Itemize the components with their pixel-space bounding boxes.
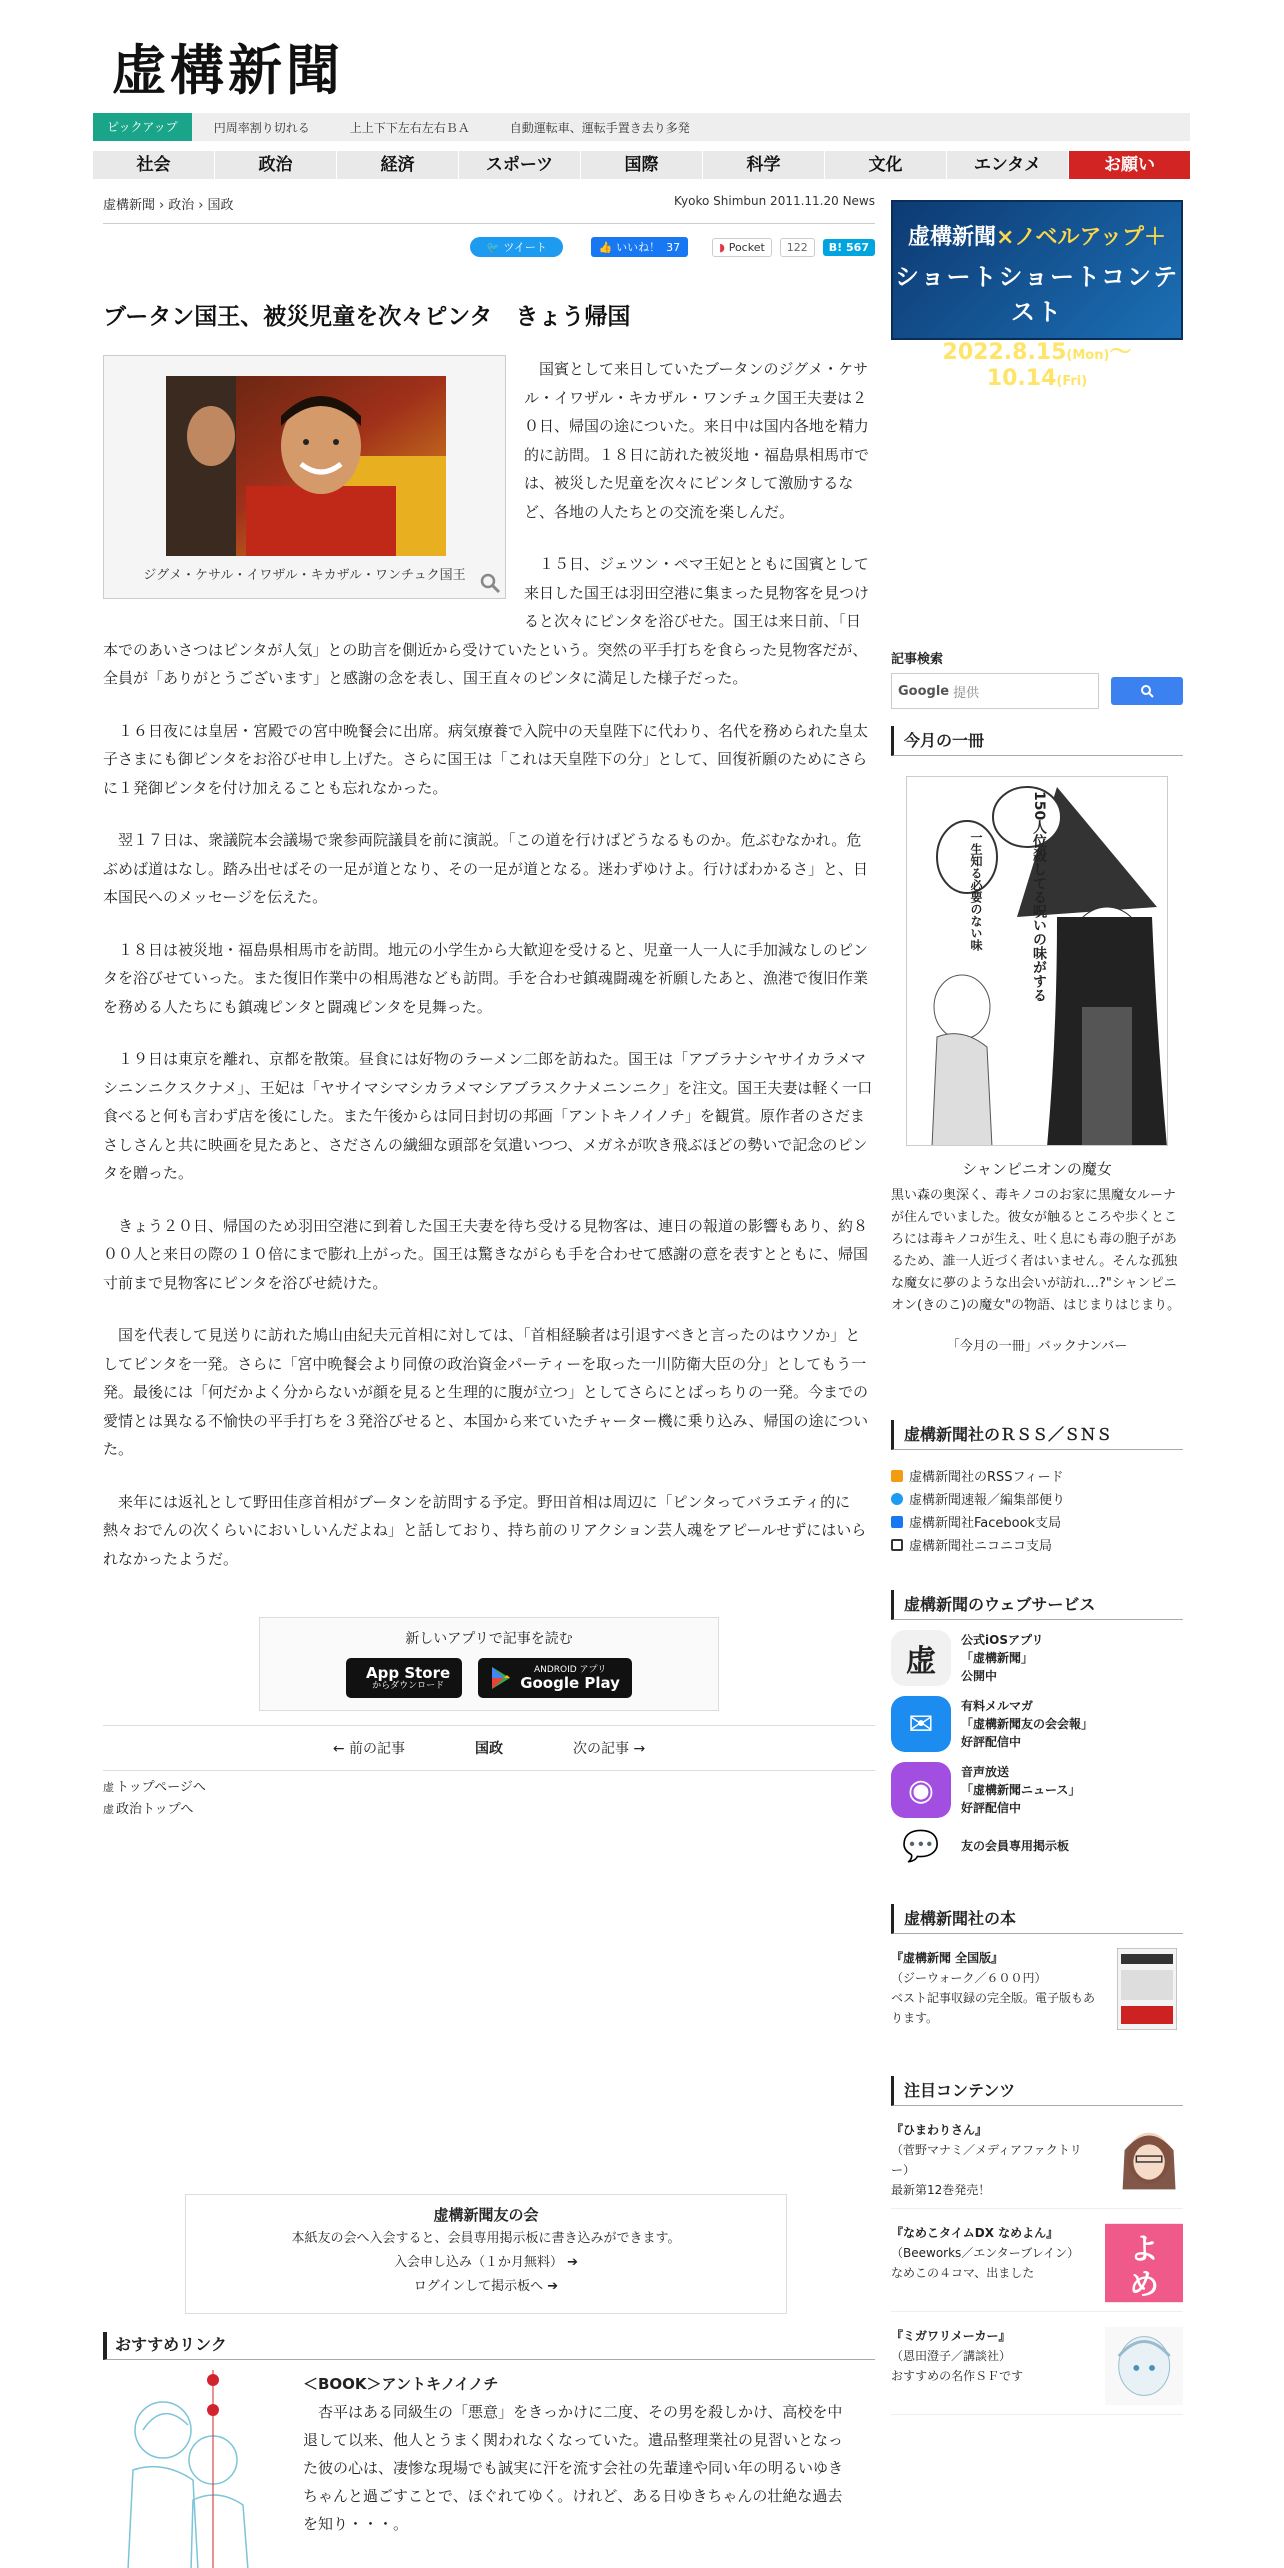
members-box <box>185 2194 787 2314</box>
nav-item-culture[interactable]: 文化 <box>825 151 947 179</box>
byline: Kyoko Shimbun 2011.11.20 News <box>674 194 875 208</box>
nav-item-politics[interactable]: 政治 <box>215 151 337 179</box>
share-bar <box>103 236 875 258</box>
arrow-right-icon: ➔ <box>547 2279 559 2294</box>
join-link[interactable]: 入会申し込み（１か月無料） <box>393 2255 563 2270</box>
like-count: 37 <box>666 241 681 254</box>
recommended-links <box>103 2332 875 2568</box>
like-label: いいね！ <box>616 241 661 254</box>
featured-item[interactable] <box>891 2120 1183 2209</box>
search-placeholder: 提供 <box>953 685 980 701</box>
banner-start-day: (Mon) <box>1066 348 1110 363</box>
breadcrumb: 虚構新聞 › 政治 › 国政 <box>103 198 234 213</box>
featured-desc: なめこの４コマ、出ました <box>891 2266 1035 2280</box>
members-desc: 本紙友の会へ入会すると、会員専用掲示板に書き込みができます。 <box>291 2231 681 2246</box>
login-link[interactable]: ログインして掲示板へ <box>413 2279 544 2294</box>
facebook-icon <box>891 1516 903 1528</box>
twitter-bird-icon: 🐦 <box>486 241 504 254</box>
breadcrumb-national[interactable]: 国政 <box>207 198 234 213</box>
google-play-sublabel: ANDROID アプリ <box>533 1665 607 1675</box>
rss-item[interactable] <box>891 1466 1183 1489</box>
app-store-label: App Store <box>366 1664 451 1682</box>
article-body <box>103 355 875 1597</box>
featured-title: 『なめこタイムDX なめよん』 <box>891 2226 1059 2240</box>
members-title: 虚構新聞友の会 <box>433 2206 539 2224</box>
hatena-bookmark-button[interactable] <box>823 239 875 256</box>
banner-brand: 虚構新聞 <box>907 225 996 250</box>
company-book-publisher: （ジーウォーク／６００円） <box>891 1971 1047 1985</box>
recommended-heading: おすすめリンク <box>103 2332 875 2360</box>
service-label: 公式iOSアプリ <box>961 1633 1044 1647</box>
service-status: 好評配信中 <box>961 1801 1022 1815</box>
hatena-label: B! <box>828 240 843 254</box>
rss-icon <box>891 1470 903 1482</box>
prev-article-link[interactable]: ← 前の記事 <box>332 1741 405 1757</box>
featured-heading: 注目コンテンツ <box>891 2076 1183 2106</box>
kyo-app-icon: 虚 <box>891 1630 951 1686</box>
recommended-book-text: 杏平はある同級生の「悪意」をきっかけに二度、その男を殺しかけ、高校を中退して以来、他人とうまく関われなくなっていた。遺品整理業社の見習いとなった彼の心は、凄惨な現場でも誠実に汗を流す会社の先輩達や同い年の明るいゆきちゃんと過ごすことで、ほぐれてゆく。けれど、ある日ゆきちゃんの壮絶な過去を知り・・・。 <box>303 2403 844 2533</box>
breadcrumb-home[interactable]: 虚構新聞 <box>103 198 156 213</box>
pickup-tag: ピックアップ <box>93 113 192 141</box>
article-paragraph: １５日、ジェツン・ペマ王妃とともに国賓として来日した国王は羽田空港に集まった見物客を見つけると次々にピンタを浴びせた。国王は来日前、「日本でのあいさつはピンタが人気」との助言を側近から受けていたという。突然の平手打ちを食らった見物客だが、全員が「ありがとうございます」と感謝の念を表し、国王直々のピンタに満足した様子だった。 <box>103 555 870 687</box>
kyo-mark-icon: 虚 <box>103 1803 114 1816</box>
search-input[interactable] <box>891 673 1099 709</box>
article-paragraph: きょう２０日、帰国のため羽田空港に到着した国王夫妻を待ち受ける見物客は、連日の報道の影響もあり、約８００人と来日の際の１０倍にまで膨れ上がった。国王は驚きながらも手を合わせて感謝の意を表すとともに、帰国寸前まで見物客にピンタを浴びせ続けた。 <box>103 1216 869 1292</box>
site-search <box>891 648 1183 709</box>
niconico-icon <box>891 1539 903 1551</box>
article-paragraph: １６日夜には皇居・宮殿での宮中晩餐会に出席。病気療養で入院中の天皇陛下に代わり、名代を務められた皇太子さまにも御ピンタをお浴びせ申し上げた。さらに国王は「これは天皇陛下の分」として、回復祈願のためにさらに１発御ピンタを付け加えることも忘れなかった。 <box>103 721 869 797</box>
service-name: 「虚構新聞友の会会報」 <box>961 1717 1094 1731</box>
search-label: 記事検索 <box>891 652 944 667</box>
app-promo-label: 新しいアプリで記事を読む <box>405 1631 573 1647</box>
article-paragraph: 来年には返礼として野田佳彦首相がブータンを訪問する予定。野田首相は周辺に「ピンタってバラエティ的に熱々おでんの次くらいにおいしいんだよね」と話しており、持ち前のリアクション芸人魂をアピールせずにはいられなかったようだ。 <box>103 1492 867 1568</box>
search-button[interactable] <box>1111 677 1183 705</box>
google-play-icon <box>490 1666 512 1690</box>
pocket-button[interactable] <box>712 238 772 257</box>
kyo-mark-icon: 虚 <box>103 1781 114 1794</box>
king-photo[interactable] <box>166 376 446 556</box>
company-book-desc: ベスト記事収録の完全版。電子版もあります。 <box>891 1991 1096 2025</box>
article-paragraph: １９日は東京を離れ、京都を散策。昼食には好物のラーメン二郎を訪ねた。国王は「アブラナシヤサイカラメマシニンニクスクナメ」、王妃は「ヤサイマシマシカラメマシアブラスクナメニンニク」を注文。国王夫妻は軽く一口食べると何も言わず店を後にした。また午後からは同日封切の邦画「アントキノイノチ」を観賞。原作者のさだまさしさんと共に映画を見たあと、さださんの繊細な頭部を気遣いつつ、メガネが吹き飛ぶほどの勢いで記念のピンタを贈った。 <box>103 1050 873 1182</box>
twitter-icon <box>891 1493 903 1505</box>
app-store-badge[interactable] <box>346 1658 462 1698</box>
manga-bubble-text: 150人位殺してる呪いの味がする <box>1031 791 1047 1003</box>
figure-caption: ジグメ・ケサル・イワザル・キカザル・ワンチュク国王 <box>143 567 466 583</box>
nav-item-entertainment[interactable]: エンタメ <box>947 151 1069 179</box>
rss-item-label: 虚構新聞社ニコニコ支局 <box>909 1539 1053 1554</box>
mail-icon: ✉ <box>891 1696 951 1752</box>
nav-item-international[interactable]: 国際 <box>581 151 703 179</box>
banner-contest-name: ショートショートコンテスト <box>894 263 1180 326</box>
rss-item-label: 虚構新聞速報／編集部便り <box>909 1493 1066 1508</box>
nav-item-society[interactable]: 社会 <box>93 151 215 179</box>
next-article-link[interactable]: 次の記事 → <box>573 1741 646 1757</box>
nav-item-request[interactable]: お願い <box>1069 151 1190 179</box>
politics-top-link[interactable]: 政治トップへ <box>116 1802 194 1817</box>
pickup-link[interactable]: 自動運転車、運転手置き去り多発 <box>509 120 690 135</box>
featured-contents <box>891 2076 1183 2415</box>
article-paragraph: 国賓として来日していたブータンのジグメ・ケサル・イワザル・キカザル・ワンチュク国王夫妻は２０日、帰国の途についた。来日中は国内各地を精力的に訪問。１８日に訪れた被災地・福島県相馬市では、被災した児童を次々にピンタして激励するなど、各地の人たちとの交流を楽しんだ。 <box>524 360 870 521</box>
app-promo <box>259 1617 719 1711</box>
service-label: 有料メルマガ <box>961 1699 1034 1713</box>
book-cover-image <box>1117 1948 1177 2030</box>
main-nav <box>93 151 1190 179</box>
google-play-label: Google Play <box>520 1674 620 1692</box>
service-name: 「虚構新聞」 <box>961 1651 1034 1665</box>
featured-item[interactable] <box>891 2223 1183 2312</box>
banner-partner: ×ノベルアップ＋ <box>996 225 1167 250</box>
rss-item-label: 虚構新聞社のRSSフィード <box>909 1470 1064 1485</box>
company-books <box>891 1904 1183 2030</box>
site-logo[interactable]: 虚構新聞 <box>112 38 344 102</box>
article-figure <box>103 355 506 599</box>
google-play-badge[interactable] <box>478 1658 632 1698</box>
article-title: ブータン国王、被災児童を次々ピンタ きょう帰国 <box>103 304 631 330</box>
article-paragraph: 翌１７日は、衆議院本会議場で衆参両院議員を前に演説。「この道を行けばどうなるものか。危ぶむなかれ。危ぶめば道はなし。踏み出せばその一足が道となり、その一足が道となる。迷わずゆけよ。行けばわかるさ」と、日本国民へのメッセージを伝えた。 <box>103 831 869 906</box>
featured-publisher: （恩田澄子／講談社） <box>891 2349 1012 2363</box>
article-paragraph: 国を代表して見送りに訪れた鳩山由紀夫元首相に対しては、「首相経験者は引退すべきと言ったのはウソか」としてピンタを一発。さらに「宮中晩餐会より同僚の政治資金パーティーを取った一川防衛大臣の分」としてもう一発。最後には「何だかよく分からないが顔を見ると生理的に腹が立つ」としてさらにとばっちりの一発。今までの愛情とは異なる不愉快の平手打ちを３発浴びせると、本国から来ていたチャーター機に乗り込み、帰国の途についた。 <box>103 1326 869 1458</box>
featured-cover-image <box>1105 2326 1183 2406</box>
rss-sns <box>891 1420 1183 1558</box>
pickup-bar <box>93 113 1190 141</box>
featured-publisher: （菅野マナミ／メディアファクトリー） <box>891 2143 1082 2177</box>
web-services-heading: 虚構新聞のウェブサービス <box>891 1590 1183 1620</box>
book-description: 黒い森の奥深く、毒キノコのお家に黒魔女ルーナが住んでいました。彼女が触るところや歩くところには毒キノコが生え、吐く息にも毒の胞子があるため、誰一人近づく者はいません。そんな孤独な魔女に夢のような出会いが訪れ…?"シャンピニオン(きのこ)の魔女"の物語、はじまりはじまり。 <box>891 1188 1181 1313</box>
nav-item-sports[interactable]: スポーツ <box>459 151 581 179</box>
bottom-links <box>103 1777 875 1821</box>
like-button[interactable] <box>591 237 688 257</box>
breadcrumb-politics[interactable]: 政治 <box>168 198 195 213</box>
podcast-icon: ◉ <box>891 1762 951 1818</box>
banner-end-day: (Fri) <box>1056 374 1088 389</box>
search-icon <box>1140 684 1154 698</box>
thumbs-up-icon: 👍 <box>598 241 617 254</box>
google-label: Google <box>898 683 950 699</box>
current-category: 国政 <box>475 1741 503 1757</box>
article-paragraph: １８日は被災地・福島県相馬市を訪問。地元の小学生から大歓迎を受けると、児童一人一人に手加減なしのピンタを浴びせていった。また復旧作業中の相馬港なども訪問。手を合わせ鎮魂闘魂を祈願したあと、漁港で復旧作業を務める人たちにも鎮魂ピンタと闘魂ピンタを見舞った。 <box>103 940 869 1016</box>
svg-text:よ: よ <box>1129 2232 1159 2267</box>
pocket-count: 122 <box>780 238 815 257</box>
app-store-sublabel: からダウンロード <box>372 1681 445 1691</box>
backnumber-link[interactable]: 「今月の一冊」バックナンバー <box>946 1339 1128 1354</box>
featured-title: 『ひまわりさん』 <box>891 2123 988 2137</box>
service-podcast[interactable] <box>891 1762 1183 1818</box>
service-mailmag[interactable] <box>891 1696 1183 1752</box>
banner-end-date: 〜10.14 <box>986 340 1132 391</box>
service-status: 公開中 <box>961 1669 998 1683</box>
rss-item[interactable] <box>891 1535 1183 1558</box>
manga-bubble-text: 一生知る必要のない味 <box>969 831 983 951</box>
book-illustration[interactable] <box>103 2370 273 2568</box>
book-title[interactable]: シャンピニオンの魔女 <box>962 1160 1112 1178</box>
main-column <box>103 190 875 1821</box>
service-status: 好評配信中 <box>961 1735 1022 1749</box>
featured-cover-image <box>1105 2120 1183 2200</box>
featured-publisher: （Beeworks／エンターブレイン） <box>891 2246 1080 2260</box>
service-ios-app[interactable] <box>891 1630 1183 1686</box>
hatena-count: 567 <box>846 240 869 254</box>
arrow-right-icon: ➔ <box>567 2255 579 2270</box>
pickup-link[interactable]: 上上下下左右左右ＢＡ <box>349 120 470 135</box>
manga-cover[interactable] <box>906 776 1168 1146</box>
featured-item[interactable] <box>891 2326 1183 2415</box>
pocket-icon: ◗ <box>719 240 729 254</box>
service-label: 友の会員専用掲示板 <box>961 1839 1070 1853</box>
rss-item[interactable] <box>891 1489 1183 1512</box>
nav-item-science[interactable]: 科学 <box>703 151 825 179</box>
featured-cover-image <box>1105 2223 1183 2303</box>
rss-item[interactable] <box>891 1512 1183 1535</box>
recommended-book-title[interactable]: ＜BOOK＞アントキノイノチ <box>303 2375 499 2393</box>
contest-banner[interactable] <box>891 200 1183 391</box>
nav-item-economy[interactable]: 経済 <box>337 151 459 179</box>
rss-heading: 虚構新聞社のＲＳＳ／ＳＮＳ <box>891 1420 1183 1450</box>
company-books-heading: 虚構新聞社の本 <box>891 1904 1183 1934</box>
tweet-button[interactable] <box>470 237 563 257</box>
service-name: 「虚構新聞ニュース」 <box>961 1783 1081 1797</box>
company-book-item[interactable] <box>891 1948 1183 2030</box>
featured-title: 『ミガワリメーカー』 <box>891 2329 1011 2343</box>
book-of-month <box>891 726 1183 1354</box>
featured-desc: 最新第12巻発売！ <box>891 2183 991 2197</box>
book-of-month-heading: 今月の一冊 <box>891 726 1183 756</box>
service-label: 音声放送 <box>961 1765 1010 1779</box>
pickup-link[interactable]: 円周率割り切れる <box>213 120 310 135</box>
web-services <box>891 1590 1183 1864</box>
company-book-title: 『虚構新聞 全国版』 <box>891 1951 1004 1965</box>
tweet-label: ツイート <box>503 241 547 254</box>
article-pager <box>103 1725 875 1771</box>
rss-item-label: 虚構新聞社Facebook支局 <box>909 1516 1062 1531</box>
pocket-label: Pocket <box>728 240 765 254</box>
banner-start-date: 2022.8.15 <box>942 340 1067 365</box>
chat-bubbles-icon: 💬 <box>891 1828 951 1864</box>
service-bbs[interactable] <box>891 1828 1183 1864</box>
magnify-icon[interactable] <box>479 572 501 594</box>
svg-text:め: め <box>1129 2267 1159 2302</box>
top-page-link[interactable]: トップページへ <box>116 1780 206 1795</box>
featured-desc: おすすめの名作ＳＦです <box>891 2369 1024 2383</box>
